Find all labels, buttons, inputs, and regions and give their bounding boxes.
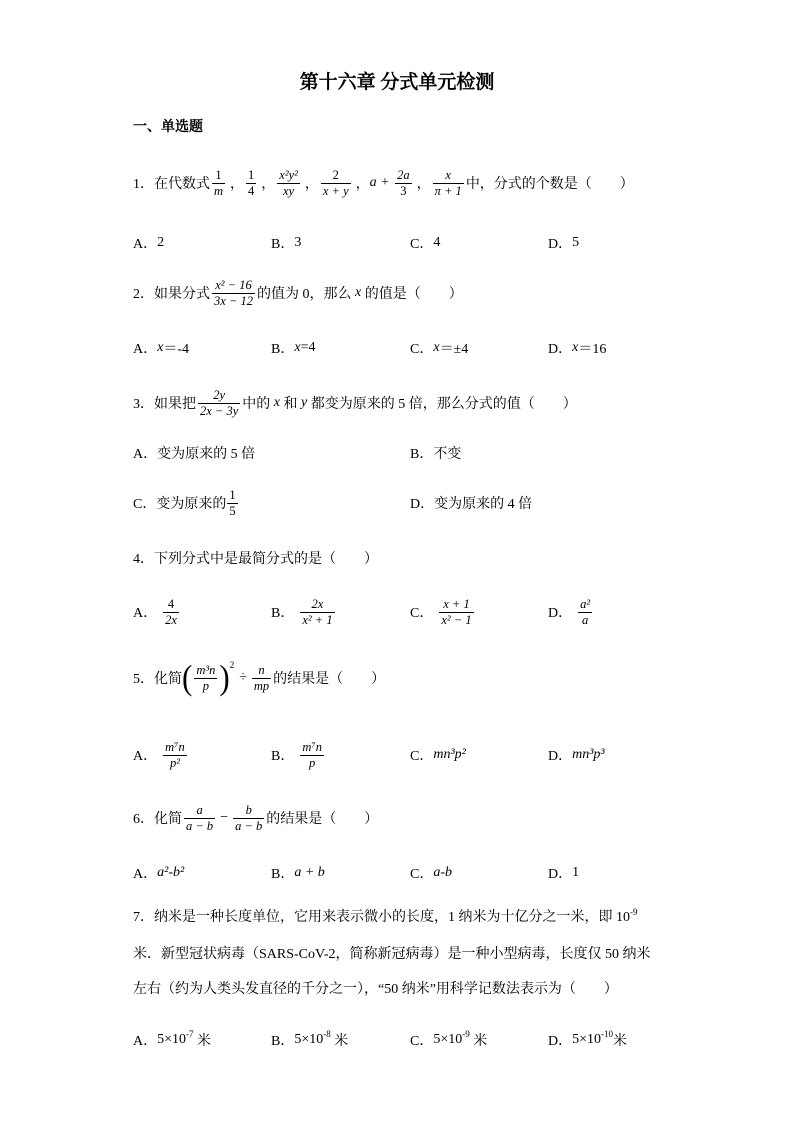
option-variable: x	[433, 340, 440, 355]
exponent: -8	[323, 1029, 331, 1039]
fraction	[321, 168, 351, 199]
fraction-denominator: 3	[395, 183, 412, 199]
option-label: A．	[133, 447, 158, 462]
fraction-numerator: 1	[215, 167, 222, 182]
fraction	[578, 597, 592, 628]
fraction-numerator: 2a	[397, 167, 410, 182]
fraction	[194, 663, 217, 694]
option-unit: 米	[330, 1034, 349, 1049]
option-b	[410, 433, 461, 473]
option-c	[410, 592, 476, 632]
fraction-denominator: π + 1	[434, 183, 462, 198]
stem-text: 米．新型冠状病毒（SARS-CoV-2，简称新冠病毒）是一种小型病毒，长度仅 50 纳米	[133, 947, 651, 962]
fraction	[198, 388, 240, 419]
option-label: C．	[410, 1034, 434, 1049]
fraction-denominator: x² − 1	[441, 612, 472, 627]
fraction-numerator: x	[445, 167, 451, 182]
option-label: D．	[548, 867, 573, 882]
question-5-options	[133, 735, 693, 775]
option-variable: x	[294, 340, 301, 355]
option-value: ＝16	[578, 342, 607, 357]
fraction	[395, 168, 412, 199]
stem-text: 如果把	[154, 397, 196, 412]
stem-text: 的值为 0，那么	[256, 287, 355, 302]
option-label: D．	[548, 606, 573, 621]
fraction-numerator: m⁷n	[165, 739, 185, 754]
fraction-numerator: a	[196, 802, 203, 817]
fraction	[433, 168, 464, 199]
fraction-numerator: x² − 16	[215, 277, 252, 292]
option-value: 5×10	[572, 1032, 602, 1047]
exponent: -9	[630, 907, 638, 917]
option-label: C．	[410, 342, 434, 357]
option-label: B．	[271, 342, 295, 357]
fraction-numerator: x + 1	[443, 596, 470, 611]
option-c	[410, 223, 440, 263]
option-label: B．	[271, 867, 295, 882]
option-d	[548, 735, 605, 775]
fraction-denominator: xy	[277, 183, 300, 199]
question-7-options	[133, 1020, 693, 1060]
question-1-options	[133, 223, 693, 263]
option-c	[410, 1020, 487, 1060]
right-parenthesis: )	[219, 657, 230, 698]
option-variable: x	[572, 340, 579, 355]
fraction-numerator: m⁷n	[302, 739, 322, 754]
fraction	[277, 168, 300, 199]
option-value: =4	[300, 340, 316, 355]
question-4-options	[133, 592, 693, 632]
fraction-numerator: m³n	[196, 662, 216, 677]
option-label: B．	[271, 749, 295, 764]
question-3-options-row-2	[133, 483, 693, 523]
separator: ，	[261, 177, 276, 192]
question-6-stem	[133, 798, 378, 838]
page-title: 第十六章 分式单元检测	[299, 72, 495, 93]
fraction-numerator: b	[245, 802, 252, 817]
fraction-numerator: a²	[580, 596, 591, 611]
fraction	[246, 168, 256, 199]
option-b	[271, 853, 325, 893]
option-label: A．	[133, 342, 158, 357]
option-a	[133, 735, 189, 775]
option-value: 5	[572, 235, 580, 250]
stem-text: 纳米是一种长度单位，它用来表示微小的长度，1 纳米为十亿分之一米，即 10	[154, 910, 630, 925]
fraction-denominator: 5	[229, 503, 236, 518]
option-label: D．	[548, 749, 573, 764]
question-number: 3．	[133, 397, 154, 412]
stem-text: 化简	[154, 812, 182, 827]
option-unit: 米	[469, 1034, 488, 1049]
stem-text: 的结果是（ ）	[266, 812, 379, 827]
option-label: C．	[410, 606, 434, 621]
exponent: -9	[462, 1029, 470, 1039]
option-label: B．	[271, 237, 295, 252]
option-value: 4	[433, 235, 441, 250]
stem-text: 都变为原来的 5 倍，那么分式的值（ ）	[307, 397, 577, 412]
option-a	[133, 223, 164, 263]
fraction	[184, 803, 215, 834]
option-c	[410, 735, 466, 775]
question-7-stem-line-1	[133, 903, 638, 933]
question-4-stem	[133, 538, 378, 578]
option-label: A．	[133, 749, 158, 764]
question-3-options-row-1	[133, 433, 693, 473]
option-b	[271, 592, 337, 632]
left-parenthesis: (	[182, 657, 193, 698]
separator: ，	[304, 177, 319, 192]
option-value: a-b	[433, 865, 453, 880]
fraction-denominator: m	[214, 183, 224, 198]
fraction	[163, 597, 179, 628]
fraction	[300, 740, 324, 771]
option-a	[133, 592, 181, 632]
fraction-denominator: 2x − 3y	[200, 403, 239, 418]
stem-text: 中，分式的个数是（ ）	[465, 177, 634, 192]
option-value: 5×10	[294, 1032, 324, 1047]
option-label: D．	[548, 342, 573, 357]
fraction-denominator: mp	[253, 678, 270, 693]
option-value: 5×10	[433, 1032, 463, 1047]
option-value: 变为原来的 5 倍	[157, 447, 256, 462]
option-b	[271, 328, 315, 368]
fraction-denominator: a	[578, 612, 592, 628]
option-c	[133, 483, 240, 523]
option-label: B．	[271, 606, 295, 621]
exponent: -7	[186, 1029, 194, 1039]
fraction	[212, 278, 255, 309]
section-heading: 一、单选题	[133, 120, 203, 135]
option-c	[410, 853, 452, 893]
option-a	[133, 433, 255, 473]
fraction-numerator: 2x	[311, 596, 324, 611]
option-value: 变为原来的 4 倍	[434, 497, 533, 512]
option-d	[548, 853, 579, 893]
stem-text: 化简	[154, 672, 182, 687]
option-value: 5×10	[157, 1032, 187, 1047]
option-label: A．	[133, 867, 158, 882]
question-number: 2．	[133, 287, 154, 302]
option-d	[548, 223, 579, 263]
question-2-options	[133, 328, 693, 368]
fraction-numerator: 1	[229, 487, 236, 502]
stem-text: 下列分式中是最简分式的是（ ）	[154, 552, 378, 567]
option-a	[133, 328, 189, 368]
question-number: 7．	[133, 910, 154, 925]
question-2-stem	[133, 273, 463, 313]
question-5-stem	[133, 656, 385, 700]
fraction-denominator: 3x − 12	[214, 293, 253, 308]
option-label: B．	[410, 447, 434, 462]
option-label: C．	[410, 867, 434, 882]
fraction-numerator: n	[258, 662, 265, 677]
option-d	[410, 483, 532, 523]
fraction	[252, 663, 271, 694]
stem-text: 和	[280, 397, 301, 412]
fraction-numerator: 2	[332, 167, 339, 182]
fraction-denominator: p	[300, 755, 324, 771]
option-value: a + b	[294, 865, 325, 880]
fraction-denominator: a − b	[186, 818, 214, 833]
option-a	[133, 1020, 211, 1060]
question-6-options	[133, 853, 693, 893]
option-value: mn³p²	[433, 747, 466, 762]
question-7-stem-line-2	[133, 940, 651, 970]
option-variable: x	[157, 340, 164, 355]
option-a	[133, 853, 184, 893]
option-b	[271, 1020, 348, 1060]
option-label: C．	[410, 749, 434, 764]
fraction-numerator: 1	[248, 167, 255, 182]
option-d	[548, 1020, 627, 1060]
question-3-stem	[133, 383, 577, 423]
option-label: D．	[548, 1034, 573, 1049]
variable: x	[273, 395, 280, 410]
fraction-denominator: 2x	[165, 612, 177, 627]
exponent: 2	[229, 660, 235, 670]
option-label: C．	[410, 237, 434, 252]
fraction-denominator: x² + 1	[302, 612, 333, 627]
option-unit: 米	[613, 1034, 628, 1049]
fraction-denominator: p²	[163, 755, 187, 771]
question-7-stem-line-3	[133, 975, 618, 1005]
stem-text: 在代数式	[154, 177, 210, 192]
fraction	[212, 168, 225, 199]
separator: ，	[230, 177, 245, 192]
separator: ，	[416, 177, 431, 192]
fraction-numerator: 2y	[213, 387, 226, 402]
option-c	[410, 328, 468, 368]
option-d	[548, 328, 606, 368]
option-label: D．	[548, 237, 573, 252]
option-label: A．	[133, 1034, 158, 1049]
expression-prefix: a +	[369, 175, 394, 190]
fraction	[233, 803, 264, 834]
fraction	[300, 597, 334, 628]
stem-text: 的值是（ ）	[361, 287, 463, 302]
option-b	[271, 223, 301, 263]
division-sign: ÷	[239, 670, 247, 685]
option-label: D．	[410, 497, 435, 512]
minus-sign: −	[220, 810, 229, 825]
fraction-denominator: p	[194, 678, 217, 694]
option-unit: 米	[193, 1034, 212, 1049]
question-number: 5．	[133, 672, 154, 687]
stem-text: 左右（约为人类头发直径的千分之一），“50 纳米”用科学记数法表示为（ ）	[133, 982, 618, 997]
fraction-numerator: 4	[167, 596, 175, 611]
variable: x	[354, 285, 362, 300]
option-value: 变为原来的	[156, 497, 227, 512]
question-1-stem	[133, 163, 634, 203]
option-value: 2	[157, 235, 165, 250]
fraction-numerator: x²y²	[279, 167, 298, 182]
option-value: 1	[572, 865, 580, 880]
option-value: 3	[294, 235, 302, 250]
variable: y	[301, 395, 308, 410]
fraction	[227, 488, 237, 519]
question-number: 1．	[133, 177, 154, 192]
question-number: 6．	[133, 812, 154, 827]
option-value: mn³p³	[572, 747, 605, 762]
option-label: B．	[271, 1034, 295, 1049]
exponent: -10	[601, 1029, 614, 1039]
question-number: 4．	[133, 552, 154, 567]
option-label: A．	[133, 606, 158, 621]
stem-text: 如果分式	[154, 287, 210, 302]
fraction-denominator: a − b	[235, 818, 263, 833]
option-value: ＝-4	[163, 342, 190, 357]
fraction-denominator: x + y	[322, 183, 349, 198]
option-b	[271, 735, 326, 775]
separator: ，	[355, 177, 370, 192]
option-value: 不变	[433, 447, 462, 462]
fraction	[163, 740, 187, 771]
option-label: C．	[133, 497, 157, 512]
fraction-denominator: 4	[248, 183, 255, 198]
option-value: a²-b²	[157, 865, 185, 880]
stem-text: 的结果是（ ）	[273, 672, 386, 687]
option-d	[548, 592, 594, 632]
option-label: A．	[133, 237, 158, 252]
stem-text: 中的	[242, 397, 274, 412]
option-value: ＝±4	[439, 342, 469, 357]
fraction	[439, 597, 473, 628]
